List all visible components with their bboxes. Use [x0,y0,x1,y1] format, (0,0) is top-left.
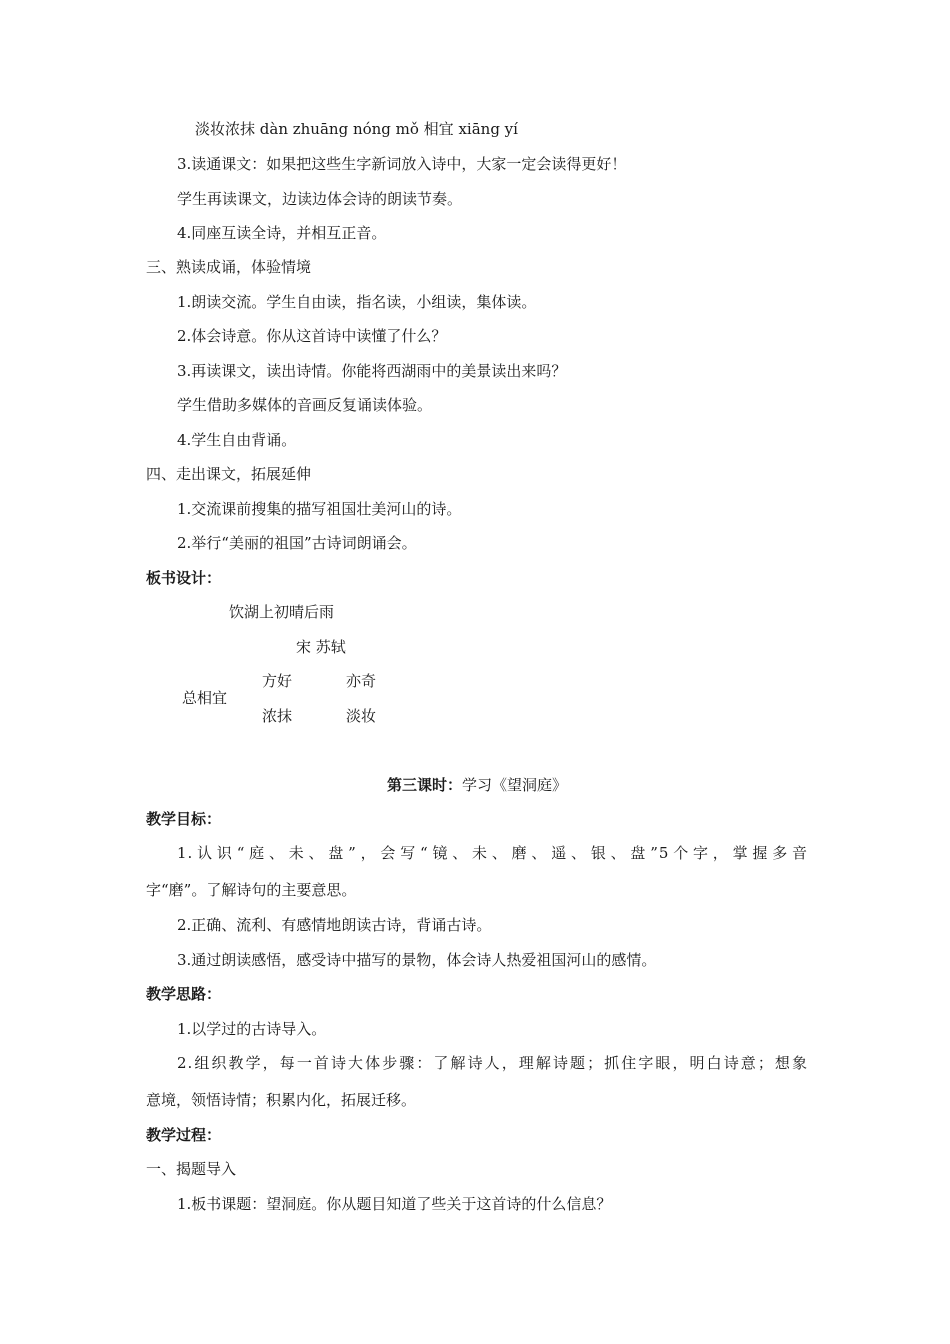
process-step-1: 1.板书课题：望洞庭。你从题目知道了些关于这首诗的什么信息？ [177,1195,612,1213]
step-understand-meaning: 2.体会诗意。你从这首诗中读懂了什么？ [177,327,447,345]
idea-2-line-b: 意境，领悟诗情；积累内化，拓展迁移。 [146,1091,417,1109]
board-author: 宋 苏轼 [296,638,346,656]
board-design-label: 板书设计： [146,569,222,587]
step-peer-read: 4.同座互读全诗，并相互正音。 [177,224,387,242]
student-multimedia-read: 学生借助多媒体的音画反复诵读体验。 [177,396,433,414]
ideas-label: 教学思路： [146,985,222,1003]
step-recite: 4.学生自由背诵。 [177,431,297,449]
lesson-three-label: 第三课时： [386,776,462,794]
goal-3: 3.通过朗读感悟，感受诗中描写的景物，体会诗人热爱祖国河山的感情。 [177,951,657,969]
section-three-heading: 三、熟读成诵，体验情境 [146,258,312,276]
pinyin-line: 淡妆浓抹 dàn zhuāng nóng mǒ 相宜 xiāng yí [195,120,518,138]
step-read-emotion: 3.再读课文，读出诗情。你能将西湖雨中的美景读出来吗？ [177,362,567,380]
student-reread: 学生再读课文，边读边体会诗的朗读节奏。 [177,190,463,208]
board-row1-right: 亦奇 [346,672,377,690]
board-row2-left: 浓抹 [262,707,293,725]
goals-label: 教学目标： [146,810,222,828]
lesson-three-heading [146,774,808,796]
step-recital-event: 2.举行“美丽的祖国”古诗词朗诵会。 [177,534,417,552]
section-four-heading: 四、走出课文，拓展延伸 [146,465,312,483]
step-read-text: 3.读通课文：如果把这些生字新词放入诗中，大家一定会读得更好！ [177,155,627,173]
goal-1-line-a: 1.认识“庭、未、盘”，会写“镜、未、磨、遥、银、盘”5个字，掌握多音 [177,844,808,862]
step-exchange-poems: 1.交流课前搜集的描写祖国壮美河山的诗。 [177,500,462,518]
step-read-exchange: 1.朗读交流。学生自由读，指名读，小组读，集体读。 [177,293,537,311]
board-row1-left: 方好 [262,672,293,690]
process-label: 教学过程： [146,1126,222,1144]
idea-1: 1.以学过的古诗导入。 [177,1020,327,1038]
goal-2: 2.正确、流利、有感情地朗读古诗，背诵古诗。 [177,916,492,934]
board-row2-right: 淡妆 [346,707,377,725]
board-left-term: 总相宜 [182,689,228,707]
idea-2-line-a: 2.组织教学，每一首诗大体步骤：了解诗人，理解诗题；抓住字眼，明白诗意；想象 [177,1054,808,1072]
lesson-three-title: 学习《望洞庭》 [462,776,568,794]
board-title: 饮湖上初晴后雨 [229,603,335,621]
process-section-one: 一、揭题导入 [146,1160,237,1178]
goal-1-line-b: 字“磨”。了解诗句的主要意思。 [146,881,357,899]
